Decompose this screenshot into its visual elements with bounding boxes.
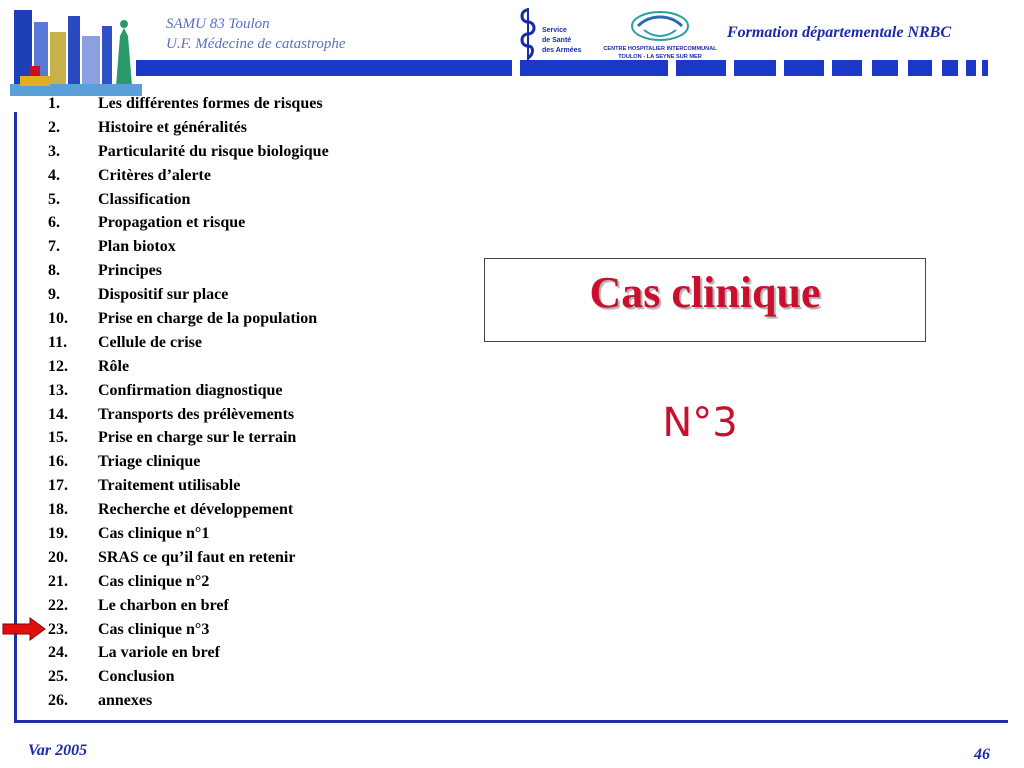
outline-item-label: Classification: [98, 190, 191, 208]
outline-item-label: Recherche et développement: [98, 501, 294, 519]
outline-item: [48, 309, 329, 333]
outline-item-current: [48, 620, 329, 644]
header-bar-segment: [520, 60, 668, 76]
outline-item-number: 19.: [48, 525, 68, 543]
outline-item-label: Triage clinique: [98, 453, 201, 471]
outline-item-number: 23.: [48, 620, 68, 638]
outline-item: [48, 667, 329, 691]
outline-item: [48, 428, 329, 452]
ssa-logo: [516, 6, 596, 62]
outline-item-label: Plan biotox: [98, 238, 176, 256]
outline-item-number: 11.: [48, 333, 68, 351]
header-bar-segment: [908, 60, 932, 76]
outline-item-number: 25.: [48, 668, 68, 686]
outline-item-label: Prise en charge sur le terrain: [98, 429, 297, 447]
outline-item-label: Le charbon en bref: [98, 596, 229, 614]
header-bar-segment: [982, 60, 988, 76]
section-title-box: [484, 258, 926, 342]
section-title: Cas clinique: [589, 268, 821, 317]
outline-item: [48, 357, 329, 381]
ssa-line2: de Santé: [542, 37, 572, 44]
bottom-rule: [14, 720, 1008, 723]
ssa-line1: Service: [542, 27, 567, 34]
ssa-line3: des Armées: [542, 47, 582, 54]
outline-item: [48, 237, 329, 261]
header-bar-segment: [136, 60, 512, 76]
outline-item: [48, 643, 329, 667]
outline-item-label: Cas clinique n°3: [98, 620, 210, 638]
outline-item-label: Particularité du risque biologique: [98, 142, 329, 160]
header-course-title: Formation départementale NRBC: [727, 24, 952, 41]
outline-item-number: 18.: [48, 501, 68, 519]
outline-item-number: 17.: [48, 477, 68, 495]
header-bar-segment: [942, 60, 958, 76]
outline-item: [48, 691, 329, 715]
outline-item: [48, 548, 329, 572]
outline-item: [48, 190, 329, 214]
outline-item-number: 20.: [48, 548, 68, 566]
outline-item-label: Les différentes formes de risques: [98, 95, 323, 112]
outline-item-number: 12.: [48, 357, 68, 375]
header-bar-segment: [784, 60, 824, 76]
outline-item: [48, 452, 329, 476]
outline-item-label: Rôle: [98, 357, 130, 375]
outline-item: [48, 596, 329, 620]
outline-item-label: annexes: [98, 692, 153, 710]
outline-item-number: 16.: [48, 453, 68, 471]
outline-item-label: Propagation et risque: [98, 214, 246, 232]
outline-item-label: Cellule de crise: [98, 333, 202, 351]
case-number: N°3: [662, 400, 738, 446]
outline-item-number: 26.: [48, 692, 68, 710]
outline-item: [48, 405, 329, 429]
outline-item-label: Histoire et généralités: [98, 118, 247, 136]
chi-line1: CENTRE HOSPITALIER INTERCOMMUNAL: [603, 46, 717, 52]
current-item-arrow-icon: [2, 617, 46, 641]
outline-item-number: 15.: [48, 429, 68, 447]
outline-item-number: 3.: [48, 142, 60, 160]
outline-item: [48, 166, 329, 190]
outline-item-label: Prise en charge de la population: [98, 310, 318, 328]
header-org-line1: SAMU 83 Toulon: [166, 16, 270, 32]
outline-item: [48, 572, 329, 596]
outline-item-label: Dispositif sur place: [98, 286, 229, 304]
outline-item-label: Critères d’alerte: [98, 166, 211, 184]
outline-item-label: Principes: [98, 262, 162, 280]
outline-item: [48, 142, 329, 166]
outline-item-label: Transports des prélèvements: [98, 405, 295, 423]
outline-item-number: 14.: [48, 405, 68, 423]
header-bar-segment: [966, 60, 976, 76]
outline-item-number: 5.: [48, 190, 60, 208]
outline-item-number: 9.: [48, 286, 60, 304]
outline-item-number: 6.: [48, 214, 60, 232]
header-bar: [136, 60, 992, 76]
outline-item: [48, 285, 329, 309]
city-skyline-logo: [10, 6, 142, 96]
header-bar-segment: [832, 60, 862, 76]
outline-item-number: 22.: [48, 596, 68, 614]
header-bar-segment: [734, 60, 776, 76]
footer-year: Var 2005: [28, 742, 88, 759]
outline-item-number: 2.: [48, 118, 60, 136]
outline-item-number: 24.: [48, 644, 68, 662]
outline-item: [48, 333, 329, 357]
chi-logo: [600, 8, 720, 64]
chi-line2: TOULON - LA SEYNE SUR MER: [618, 54, 702, 60]
outline-item-label: Confirmation diagnostique: [98, 381, 283, 399]
outline-item-label: SRAS ce qu’il faut en retenir: [98, 548, 296, 566]
outline-item: [48, 524, 329, 548]
outline-item: [48, 94, 329, 118]
outline-item-label: La variole en bref: [98, 644, 220, 662]
outline-item-number: 7.: [48, 238, 60, 256]
header-bar-segment: [872, 60, 898, 76]
outline-item: [48, 476, 329, 500]
outline-item: [48, 500, 329, 524]
outline-list: [48, 94, 329, 715]
header-bar-segment: [676, 60, 726, 76]
outline-item-number: 4.: [48, 166, 60, 184]
outline-item-label: Cas clinique n°1: [98, 525, 210, 543]
outline-item: [48, 381, 329, 405]
outline-item-number: 10.: [48, 310, 68, 328]
outline-item-number: 13.: [48, 381, 68, 399]
outline-item: [48, 118, 329, 142]
outline-item-label: Traitement utilisable: [98, 477, 241, 495]
outline-item: [48, 213, 329, 237]
outline-item-number: 8.: [48, 262, 60, 280]
outline-item-label: Cas clinique n°2: [98, 572, 210, 590]
outline-item: [48, 261, 329, 285]
page-number: 46: [974, 746, 990, 763]
header-org: [166, 14, 346, 54]
header-org-line2: U.F. Médecine de catastrophe: [166, 36, 346, 52]
outline-item-label: Conclusion: [98, 668, 175, 686]
outline-item-number: 21.: [48, 572, 68, 590]
outline-item-number: 1.: [48, 95, 60, 112]
